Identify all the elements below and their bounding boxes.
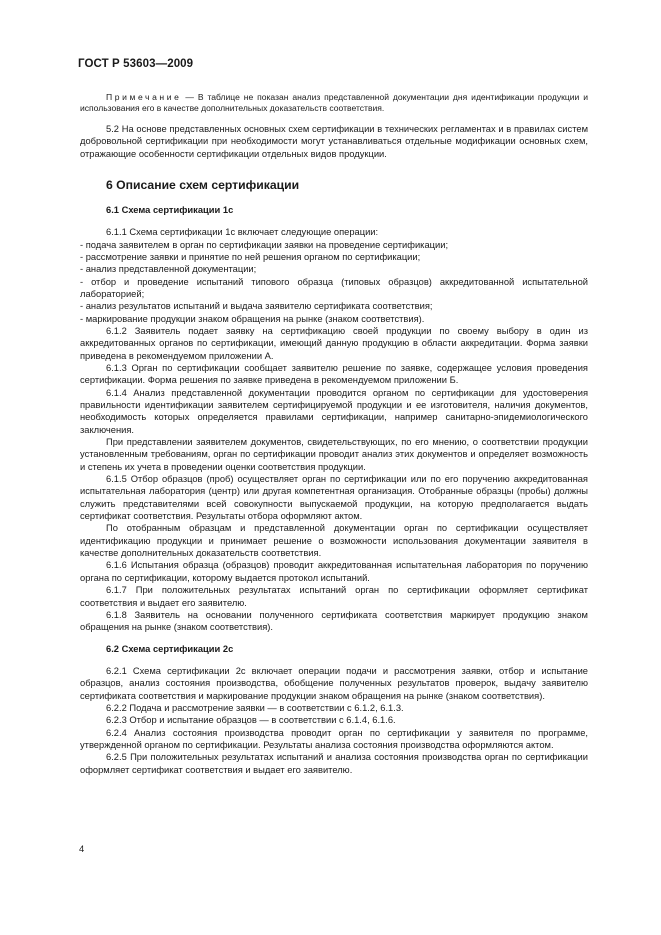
paragraph-6-1-6: 6.1.6 Испытания образца (образцов) проводит аккредитованная испытательная лаборатория по поручению органа по сертификации, которому выдается протокол испытаний. [80,560,588,583]
list-item: - отбор и проведение испытаний типового образца (типовых образцов) аккредитованной испытательной лабораторией; [80,276,588,299]
list-item: - маркирование продукции знаком обращения на рынке (знаком соответствия). [80,313,425,324]
paragraph-6-1-5-cont: По отобранным образцам и представленной документации орган по сертификации осуществляет идентификацию продукции и принимает решение о возможности использования документации заявителя в качестве дополнительных доказательств соответствия. [80,523,588,559]
paragraph-6-2-3: 6.2.3 Отбор и испытание образцов — в соответствии с 6.1.4, 6.1.6. [106,715,396,726]
paragraph-6-2-2: 6.2.2 Подача и рассмотрение заявки — в соответствии с 6.1.2, 6.1.3. [106,702,404,713]
list-item: - подача заявителем в орган по сертификации заявки на проведение сертификации; [80,239,449,250]
paragraph-6-2-5: 6.2.5 При положительных результатах испытаний и анализа состояния производства орган по сертификации оформляет сертификат соответствия и выдает его заявителю. [80,752,588,775]
section-6-heading: 6 Описание схем сертификации [106,177,300,192]
paragraph-6-1-4-cont: При представлении заявителем документов, свидетельствующих, по его мнению, о соответствии продукции установленным требованиям, орган по сертификации проводит анализ этих документов и определяет возможность и степень их учета в проведении оценки соответствия продукции. [80,437,588,472]
list-item: - анализ представленной документации; [80,264,257,275]
document-code-header: ГОСТ Р 53603—2009 [78,58,194,70]
page-content [80,92,588,776]
note-label: Примечание [106,92,182,102]
subsection-6-1-heading: 6.1 Схема сертификации 1с [106,204,234,215]
paragraph-6-1-4: 6.1.4 Анализ представленной документации проводится органом по сертификации для удостоверения правильности идентификации заявителем сертифицируемой продукции и ее изготовителя, наличия документов, необходимость которых определяется правилами сертификации, например санитарно-эпидемиологического заключения. [80,387,588,435]
paragraph-6-1-2: 6.1.2 Заявитель подает заявку на сертификацию своей продукции по своему выбору в один из аккредитованных органов по сертификации, имеющий данную продукцию в области аккредитации. Форма заявки приведена в рекомендуемом приложении А. [80,325,588,361]
paragraph-6-2-4: 6.2.4 Анализ состояния производства проводит орган по сертификации у заявителя по программе, утвержденной органом по сертификации. Результаты анализа состояния производства оформляются актом. [80,727,588,750]
note-paragraph [80,92,588,115]
page-number: 4 [79,843,85,854]
list-item: - анализ результатов испытаний и выдача заявителю сертификата соответствия; [80,301,433,312]
list-item: - рассмотрение заявки и принятие по ней решения органом по сертификации; [80,251,421,262]
paragraph-5-2: 5.2 На основе представленных основных схем сертификации в технических регламентах и в правилах систем добровольной сертификации при необходимости могут устанавливаться отдельные модификации основных схем, отражающие особенности сертификации отдельных видов продукции. [80,123,588,159]
paragraph-6-1-1: 6.1.1 Схема сертификации 1с включает следующие операции: [106,227,379,238]
paragraph-6-1-7: 6.1.7 При положительных результатах испытаний орган по сертификации оформляет сертификат соответствия и выдает его заявителю. [80,585,588,608]
paragraph-6-1-8: 6.1.8 Заявитель на основании полученного сертификата соответствия маркирует продукцию знаком обращения на рынке (знаком соответствия). [80,609,588,633]
note-text: — В таблице не показан анализ представленной документации дня идентификации продукции и использования его в качестве дополнительных доказательств соответствия. [80,92,588,114]
paragraph-6-1-3: 6.1.3 Орган по сертификации сообщает заявителю решение по заявке, содержащее условия проведения сертификации. Форма решения по заявке приведена в рекомендуемом приложении Б. [80,362,588,386]
paragraph-6-2-1: 6.2.1 Схема сертификации 2с включает операции подачи и рассмотрения заявки, отбор и испытание образцов, анализ состояния производства, обобщение полученных результатов проверок, выдачу заявителю сертификата соответствия и маркирование продукции знаком обращения на рынке (знаком соответствия). [80,665,588,701]
paragraph-6-1-5: 6.1.5 Отбор образцов (проб) осуществляет орган по сертификации или по его поручению аккредитованная испытательная лаборатория (центр) или другая компетентная организация. Отобранные образцы (пробы) должны служить представителями всей совокупности выпускаемой продукции, на которую предполагается выдать сертификат соответствия. Результаты отбора оформляют актом. [80,474,588,522]
subsection-6-2-heading: 6.2 Схема сертификации 2с [106,643,234,654]
